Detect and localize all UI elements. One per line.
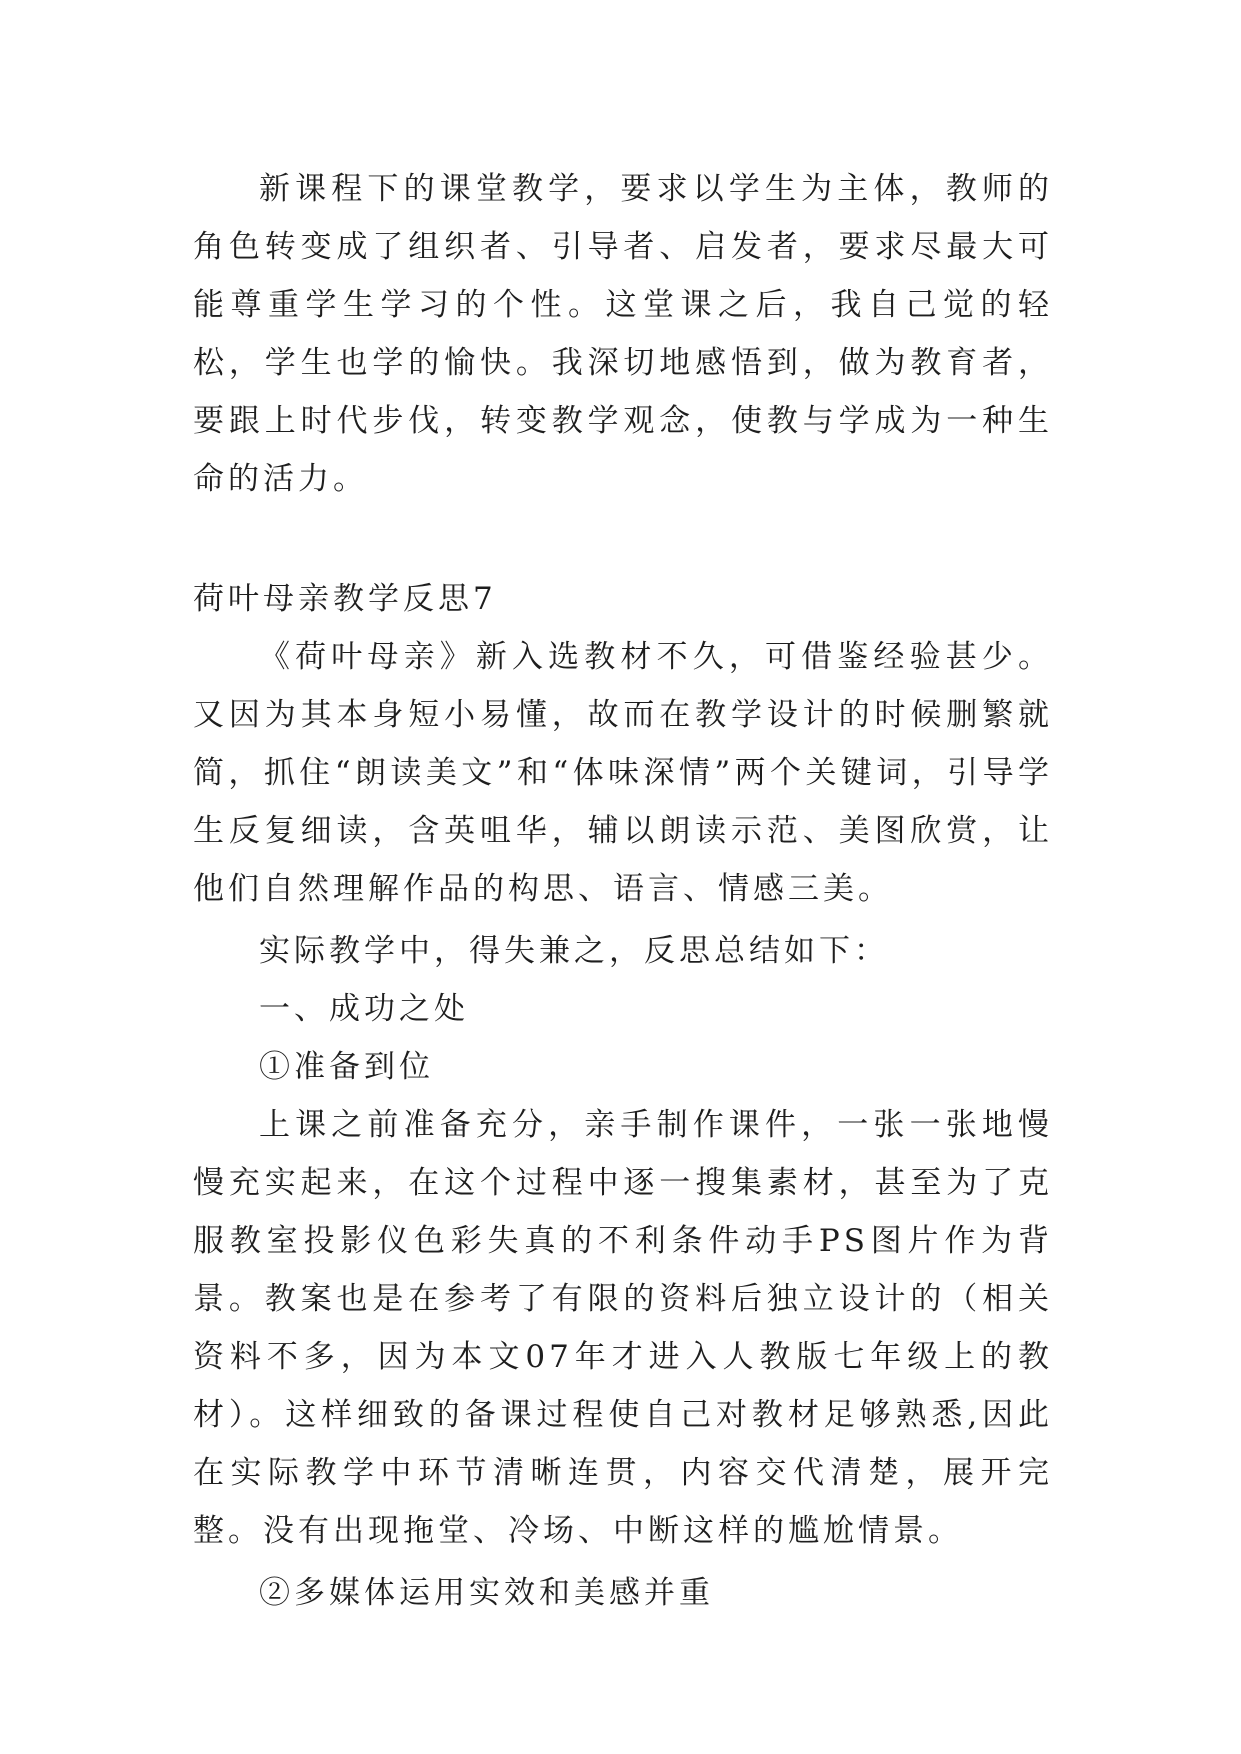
list-item-heading: ①准备到位 — [259, 1049, 434, 1085]
list-item-heading: ②多媒体运用实效和美感并重 — [259, 1575, 714, 1611]
body-paragraph: 实际教学中，得失兼之，反思总结如下： — [259, 933, 889, 969]
document-body — [193, 160, 1053, 1622]
body-paragraph: 《荷叶母亲》新入选教材不久，可借鉴经验甚少。又因为其本身短小易懂，故而在教学设计的时候删繁就简，抓住“朗读美文”和“体味深情”两个关键词，引导学生反复细读，含英咀华，辅以朗读示范、美图欣赏，让他们自然理解作品的构思、语言、情感三美。 — [193, 639, 1053, 907]
section-subheading: 一、成功之处 — [259, 991, 469, 1027]
body-paragraph: 新课程下的课堂教学，要求以学生为主体，教师的角色转变成了组织者、引导者、启发者，要求尽最大可能尊重学生学习的个性。这堂课之后，我自己觉的轻松，学生也学的愉快。我深切地感悟到，做为教育者，要跟上时代步伐，转变教学观念，使教与学成为一种生命的活力。 — [193, 171, 1053, 497]
body-paragraph: 上课之前准备充分，亲手制作课件，一张一张地慢慢充实起来，在这个过程中逐一搜集素材，甚至为了克服教室投影仪色彩失真的不利条件动手PS图片作为背景。教案也是在参考了有限的资料后独立设计的（相关资料不多，因为本文07年才进入人教版七年级上的教材）。这样细致的备课过程使自己对教材足够熟悉,因此在实际教学中环节清晰连贯，内容交代清楚，展开完整。没有出现拖堂、冷场、中断这样的尴尬情景。 — [193, 1107, 1053, 1549]
section-heading: 荷叶母亲教学反思7 — [193, 581, 497, 617]
